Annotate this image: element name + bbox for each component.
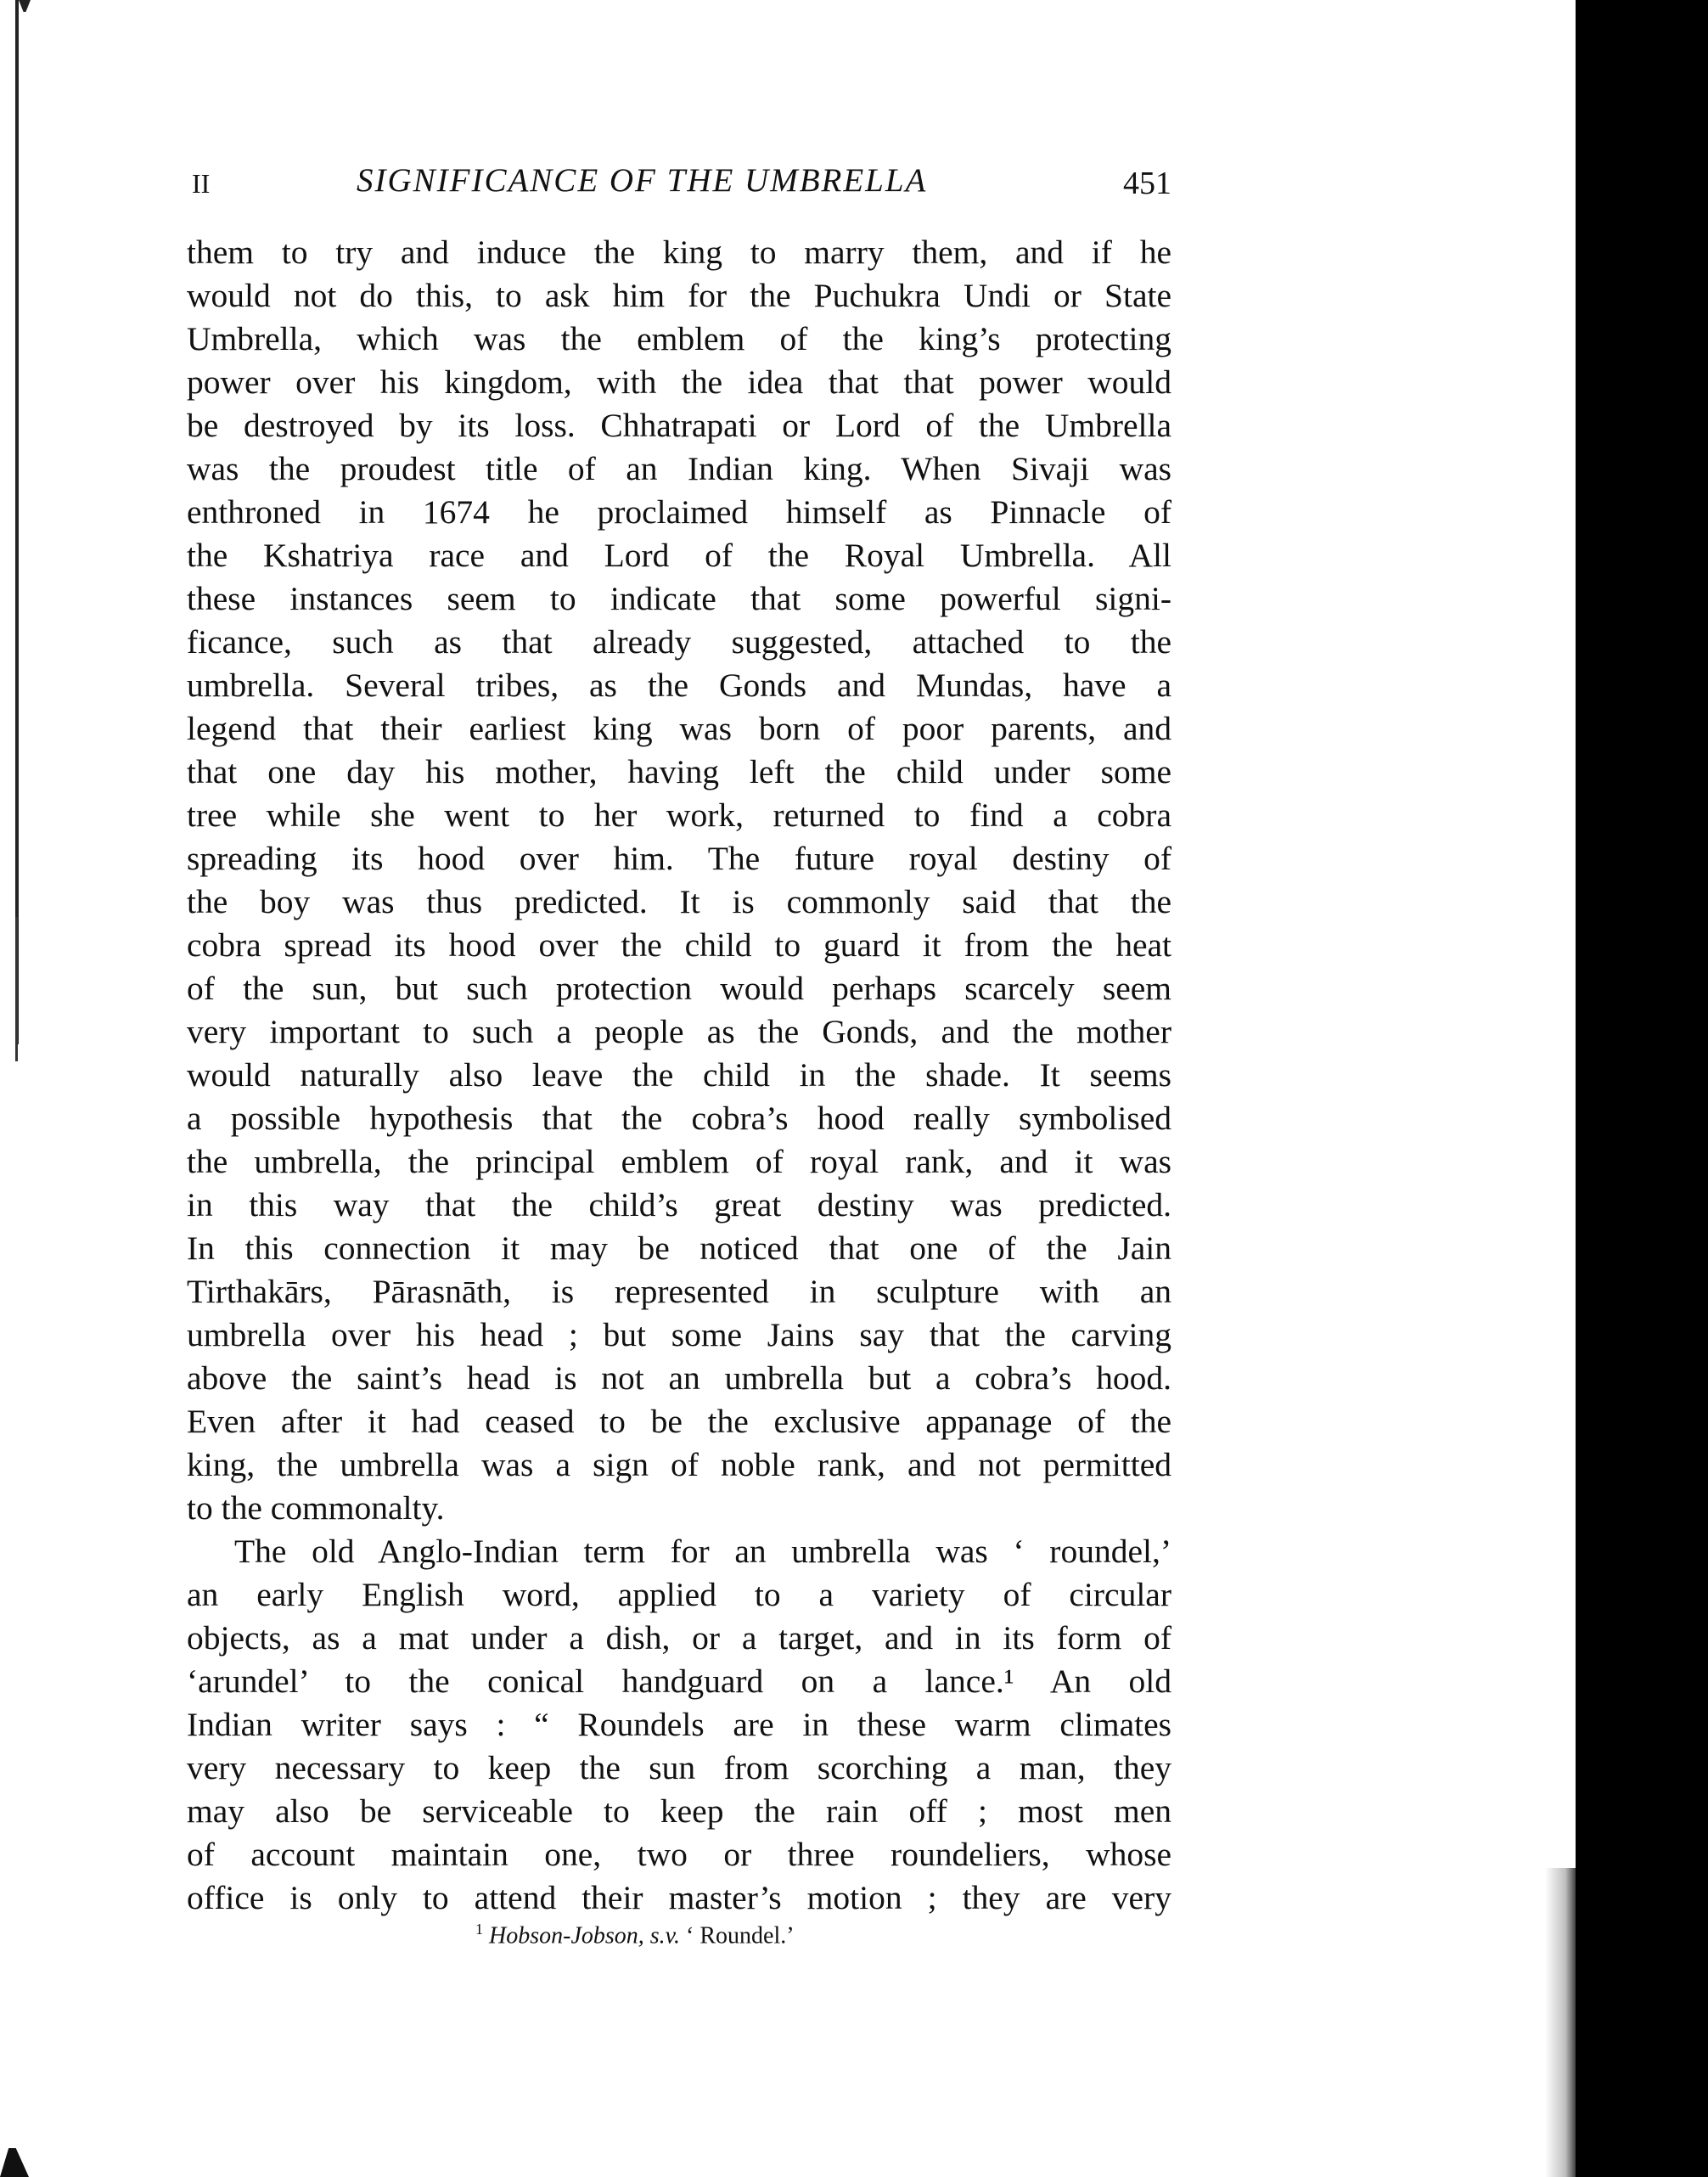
text-line: of account maintain one, two or three roundeliers, whose	[187, 1836, 1171, 1873]
body-text	[187, 231, 1171, 1920]
footnote-marker: 1	[475, 1921, 483, 1938]
text-line: very necessary to keep the sun from scorching a man, they	[187, 1749, 1171, 1786]
text-line: spreading its hood over him. The future royal destiny of	[187, 840, 1171, 877]
text-line: office is only to attend their master’s motion ; they are very	[187, 1879, 1171, 1916]
text-line: Indian writer says : “ Roundels are in these warm climates	[187, 1706, 1171, 1743]
scan-corner-mark	[19, 0, 31, 12]
text-line: an early English word, applied to a variety of circular	[187, 1576, 1171, 1613]
text-line: The old Anglo-Indian term for an umbrella was ‘ roundel,’	[234, 1533, 1171, 1570]
text-line: king, the umbrella was a sign of noble rank, and not permitted	[187, 1446, 1171, 1483]
text-line: umbrella over his head ; but some Jains say that the carving	[187, 1316, 1171, 1353]
text-line: may also be serviceable to keep the rain off ; most men	[187, 1792, 1171, 1830]
text-line: enthroned in 1674 he proclaimed himself as Pinnacle of	[187, 493, 1171, 531]
text-line: the boy was thus predicted. It is commonly said that the	[187, 883, 1171, 920]
running-title: SIGNIFICANCE OF THE UMBRELLA	[357, 162, 928, 199]
text-line: to the commonalty.	[187, 1489, 445, 1527]
text-line: Umbrella, which was the emblem of the king’s protecting	[187, 320, 1171, 357]
scan-left-border-lower	[15, 917, 18, 1061]
text-line: the Kshatriya race and Lord of the Royal Umbrella. All	[187, 537, 1171, 574]
text-line: tree while she went to her work, returned to find a cobra	[187, 796, 1171, 834]
text-line: umbrella. Several tribes, as the Gonds and Mundas, have a	[187, 667, 1171, 704]
text-line: the umbrella, the principal emblem of royal rank, and it was	[187, 1143, 1171, 1180]
text-line: in this way that the child’s great destiny was predicted.	[187, 1186, 1171, 1224]
chapter-number: II	[192, 168, 211, 199]
text-line: would not do this, to ask him for the Puchukra Undi or State	[187, 277, 1171, 314]
text-line: above the saint’s head is not an umbrella but a cobra’s hood.	[187, 1359, 1171, 1397]
text-line: power over his kingdom, with the idea that that power would	[187, 363, 1171, 401]
text-line: was the proudest title of an Indian king. When Sivaji was	[187, 450, 1171, 487]
footnote-entry: ‘ Roundel.’	[686, 1922, 795, 1949]
text-line: of the sun, but such protection would perhaps scarcely seem	[187, 970, 1171, 1007]
text-line: these instances seem to indicate that some powerful signi-	[187, 580, 1171, 617]
page-header	[187, 161, 1171, 212]
scan-left-border	[15, 0, 19, 1044]
text-line: that one day his mother, having left the child under some	[187, 753, 1171, 790]
scan-right-edge	[1576, 0, 1708, 2177]
text-line: Even after it had ceased to be the exclusive appanage of the	[187, 1403, 1171, 1440]
text-line: would naturally also leave the child in the shade. It seems	[187, 1056, 1171, 1094]
footnote-source: Hobson-Jobson,	[489, 1922, 644, 1949]
text-line: very important to such a people as the Gonds, and the mother	[187, 1013, 1171, 1050]
text-line: be destroyed by its loss. Chhatrapati or Lord of the Umbrella	[187, 407, 1171, 444]
text-line: legend that their earliest king was born of poor parents, and	[187, 710, 1171, 747]
text-line: Tirthakārs, Pārasnāth, is represented in sculpture with an	[187, 1273, 1171, 1310]
text-line: ‘arundel’ to the conical handguard on a lance.¹ An old	[187, 1662, 1171, 1700]
scan-bottom-mark	[0, 2148, 29, 2177]
text-line: objects, as a mat under a dish, or a target, and in its form of	[187, 1619, 1171, 1657]
footnote	[475, 1921, 795, 1949]
page-number: 451	[1123, 166, 1171, 201]
text-line: a possible hypothesis that the cobra’s hood really symbolised	[187, 1100, 1171, 1137]
scan-right-edge-shadow	[1545, 1868, 1579, 2177]
paragraph-2	[187, 1530, 1171, 1920]
paragraph-1	[187, 231, 1171, 1530]
text-line: In this connection it may be noticed that one of the Jain	[187, 1229, 1171, 1267]
text-line: ficance, such as that already suggested, attached to the	[187, 623, 1171, 661]
text-line: cobra spread its hood over the child to guard it from the heat	[187, 926, 1171, 964]
footnote-abbrev: s.v.	[649, 1922, 681, 1949]
text-line: them to try and induce the king to marry them, and if he	[187, 233, 1171, 271]
